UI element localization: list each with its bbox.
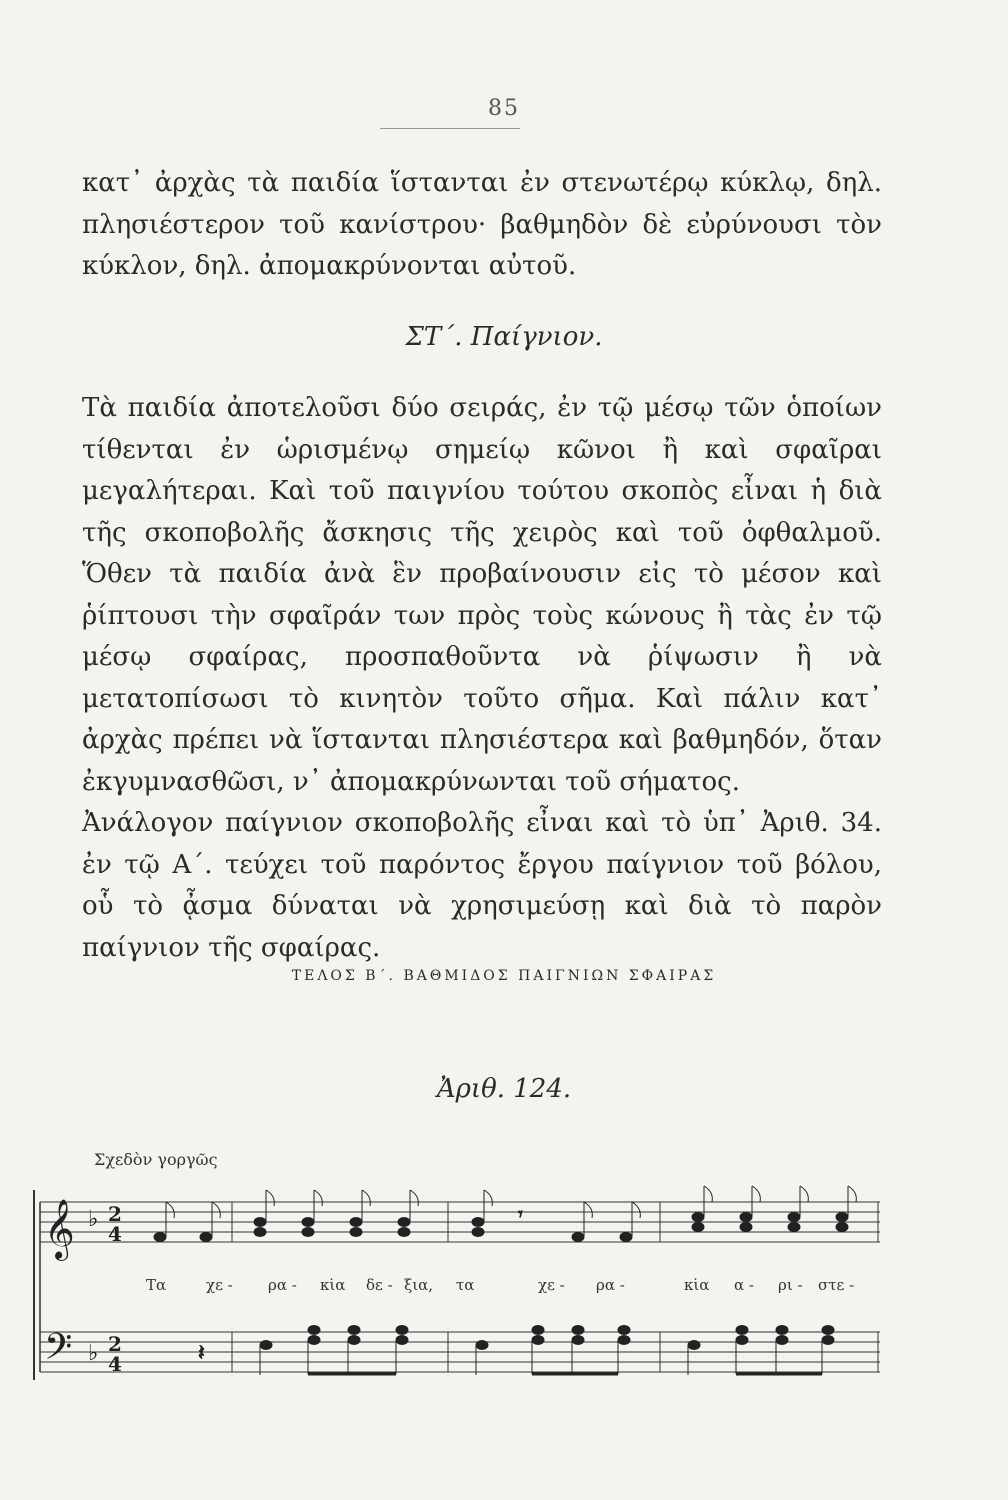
lyric-syllable: χε - [206,1276,233,1294]
lyric-syllable: Τα [146,1276,167,1294]
section-title: ΣΤ΄. Παίγνιον. [405,322,603,352]
treble-notes [154,1186,856,1242]
flat-icon: ♭ [88,1207,99,1232]
svg-text:𝄽: 𝄽 [198,1341,205,1366]
number-title: Ἀριθ. 124. [436,1074,572,1104]
time-sig-top: 2 [108,1202,122,1226]
bass-staff [40,1332,880,1372]
svg-text:𝄾: 𝄾 [518,1204,523,1225]
tempo-marking: Σχεδὸν γοργῶς [94,1150,218,1169]
lyric-syllable: δε - [366,1276,393,1294]
paragraph-1: Τὰ παιδία ἀποτελοῦσι δύο σειράς, ἐν τῷ μέσῳ τῶν ὁποίων τίθενται ἐν ὡρισμένῳ σημείῳ κῶνοι ἢ καὶ σφαῖραι μεγαλήτεραι. Καὶ τοῦ παιγνίου τούτου σκοπὸς εἶναι ἡ διὰ τῆς σκοποβολῆς ἄσκησις τῆς χειρὸς καὶ τοῦ ὀφθαλμοῦ. Ὅθεν τὰ παιδία ἀνὰ ἓν προβαίνουσιν εἰς τὸ μέσον καὶ ῥίπτουσι τὴν σφαῖράν των πρὸς τοὺς κώνους ἢ τὰς ἐν τῷ μέσῳ σφαίρας, προσπαθοῦντα νὰ ῥίψωσιν ἢ νὰ μετατοπίσωσι τὸ κινητὸν τοῦτο σῆμα. Καὶ πάλιν κατ᾽ ἀρχὰς πρέπει νὰ ἵστανται πλησιέστερα καὶ βαθμηδόν, ὅταν ἐκγυμνασθῶσι, ν᾽ ἀπομακρύνωνται τοῦ σήματος. [82,393,882,797]
bass-notes [198,1326,834,1376]
lyric-syllable: κι̇α [320,1276,346,1294]
music-score [30,1180,980,1400]
treble-clef-icon: 𝄞 [44,1199,75,1259]
lyric-syllable: χε - [538,1276,565,1294]
time-sig-top: 2 [108,1332,122,1356]
page-number: 85 [488,96,520,121]
lyric-syllable: στε - [818,1276,855,1294]
main-paragraphs [82,388,882,969]
time-sig-bottom: 4 [108,1352,122,1376]
lyrics-line [146,1276,854,1294]
lyric-syllable: α - [734,1276,754,1294]
flat-icon: ♭ [88,1341,99,1366]
paragraph-2: Ἀνάλογον παίγνιον σκοποβολῆς εἶναι καὶ τὸ ὑπ᾽ Ἀριθ. 34. ἐν τῷ Α΄. τεύχει τοῦ παρόντος ἔργου παίγνιον τοῦ βόλου, οὗ τὸ ᾆσμα δύναται νὰ χρησιμεύσῃ καὶ διὰ τὸ παρὸν παίγνιον τῆς σφαίρας. [82,808,882,963]
lyric-syllable: τα [456,1276,475,1294]
intro-paragraph [82,163,882,288]
lyric-syllable: ρα - [268,1276,297,1294]
end-heading: ΤΕΛΟΣ Β΄. ΒΑΘΜΙΔΟΣ ΠΑΙΓΝΙΩΝ ΣΦΑΙΡΑΣ [291,968,717,984]
lyric-syllable: ρα - [596,1276,625,1294]
lyric-syllable: ρι - [778,1276,803,1294]
lyric-syllable: κι̇α [684,1276,710,1294]
time-sig-bottom: 4 [108,1222,122,1246]
bass-clef-icon: 𝄢 [44,1326,73,1377]
lyric-syllable: ξια, [404,1276,434,1294]
header-rule [380,128,520,129]
intro-text: κατ᾽ ἀρχὰς τὰ παιδία ἵστανται ἐν στενωτέρῳ κύκλῳ, δηλ. πλησιέστερον τοῦ κανίστρου· βαθμηδὸν δὲ εὐρύνουσι τὸν κύκλον, δηλ. ἀπομακρύνονται αὐτοῦ. [82,168,882,281]
